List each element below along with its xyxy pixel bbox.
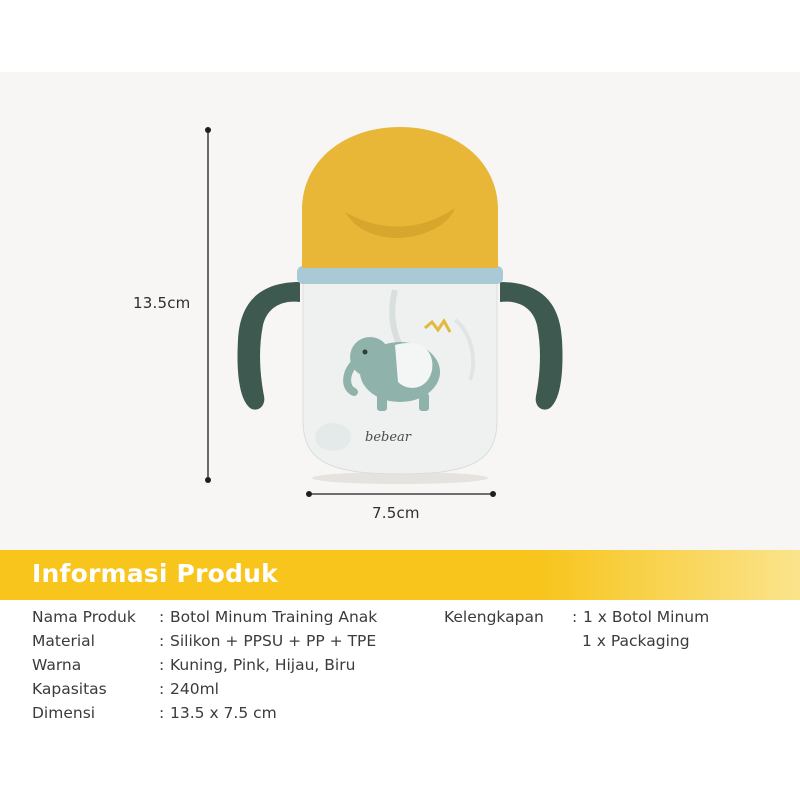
info-band-gradient	[540, 550, 800, 600]
spec-value: 13.5 x 7.5 cm	[170, 704, 277, 722]
spec-separator: :	[159, 680, 165, 698]
spec-value: Kuning, Pink, Hijau, Biru	[170, 656, 356, 674]
spec-value: Botol Minum Training Anak	[170, 608, 378, 626]
bottle-cap	[302, 127, 498, 268]
left-handle	[238, 282, 301, 410]
spec-row-kapasitas	[32, 677, 377, 701]
width-dimension-label: 7.5cm	[372, 504, 420, 522]
spec-label: Material	[32, 632, 95, 650]
spec-row-material	[32, 629, 377, 653]
kelengkapan-item: 1 x Packaging	[582, 632, 690, 650]
spec-separator: :	[159, 608, 165, 626]
height-dimension-line	[205, 127, 211, 483]
kelengkapan-block	[444, 605, 709, 629]
spec-value: Silikon + PPSU + PP + TPE	[170, 632, 377, 650]
height-dimension-label: 13.5cm	[133, 294, 191, 312]
spec-separator: :	[159, 656, 165, 674]
info-title: Informasi Produk	[32, 559, 278, 588]
spec-value: 240ml	[170, 680, 219, 698]
right-handle	[500, 282, 563, 410]
spec-list	[32, 605, 377, 725]
spec-label: Kapasitas	[32, 680, 107, 698]
info-title-band	[0, 550, 800, 600]
cap-ring	[297, 266, 503, 284]
spec-row-nama-produk	[32, 605, 377, 629]
kelengkapan-item: 1 x Botol Minum	[583, 608, 710, 626]
spec-separator: :	[159, 704, 165, 722]
spec-row-dimensi	[32, 701, 377, 725]
width-dimension-line	[306, 491, 496, 497]
kelengkapan-label: Kelengkapan	[444, 608, 544, 626]
spec-label: Warna	[32, 656, 82, 674]
brand-print: bebear	[365, 430, 411, 445]
spec-row-warna	[32, 653, 377, 677]
spec-label: Nama Produk	[32, 608, 136, 626]
spec-separator: :	[159, 632, 165, 650]
spec-row-kelengkapan	[444, 605, 709, 629]
spec-separator: :	[572, 608, 578, 626]
spec-label: Dimensi	[32, 704, 96, 722]
